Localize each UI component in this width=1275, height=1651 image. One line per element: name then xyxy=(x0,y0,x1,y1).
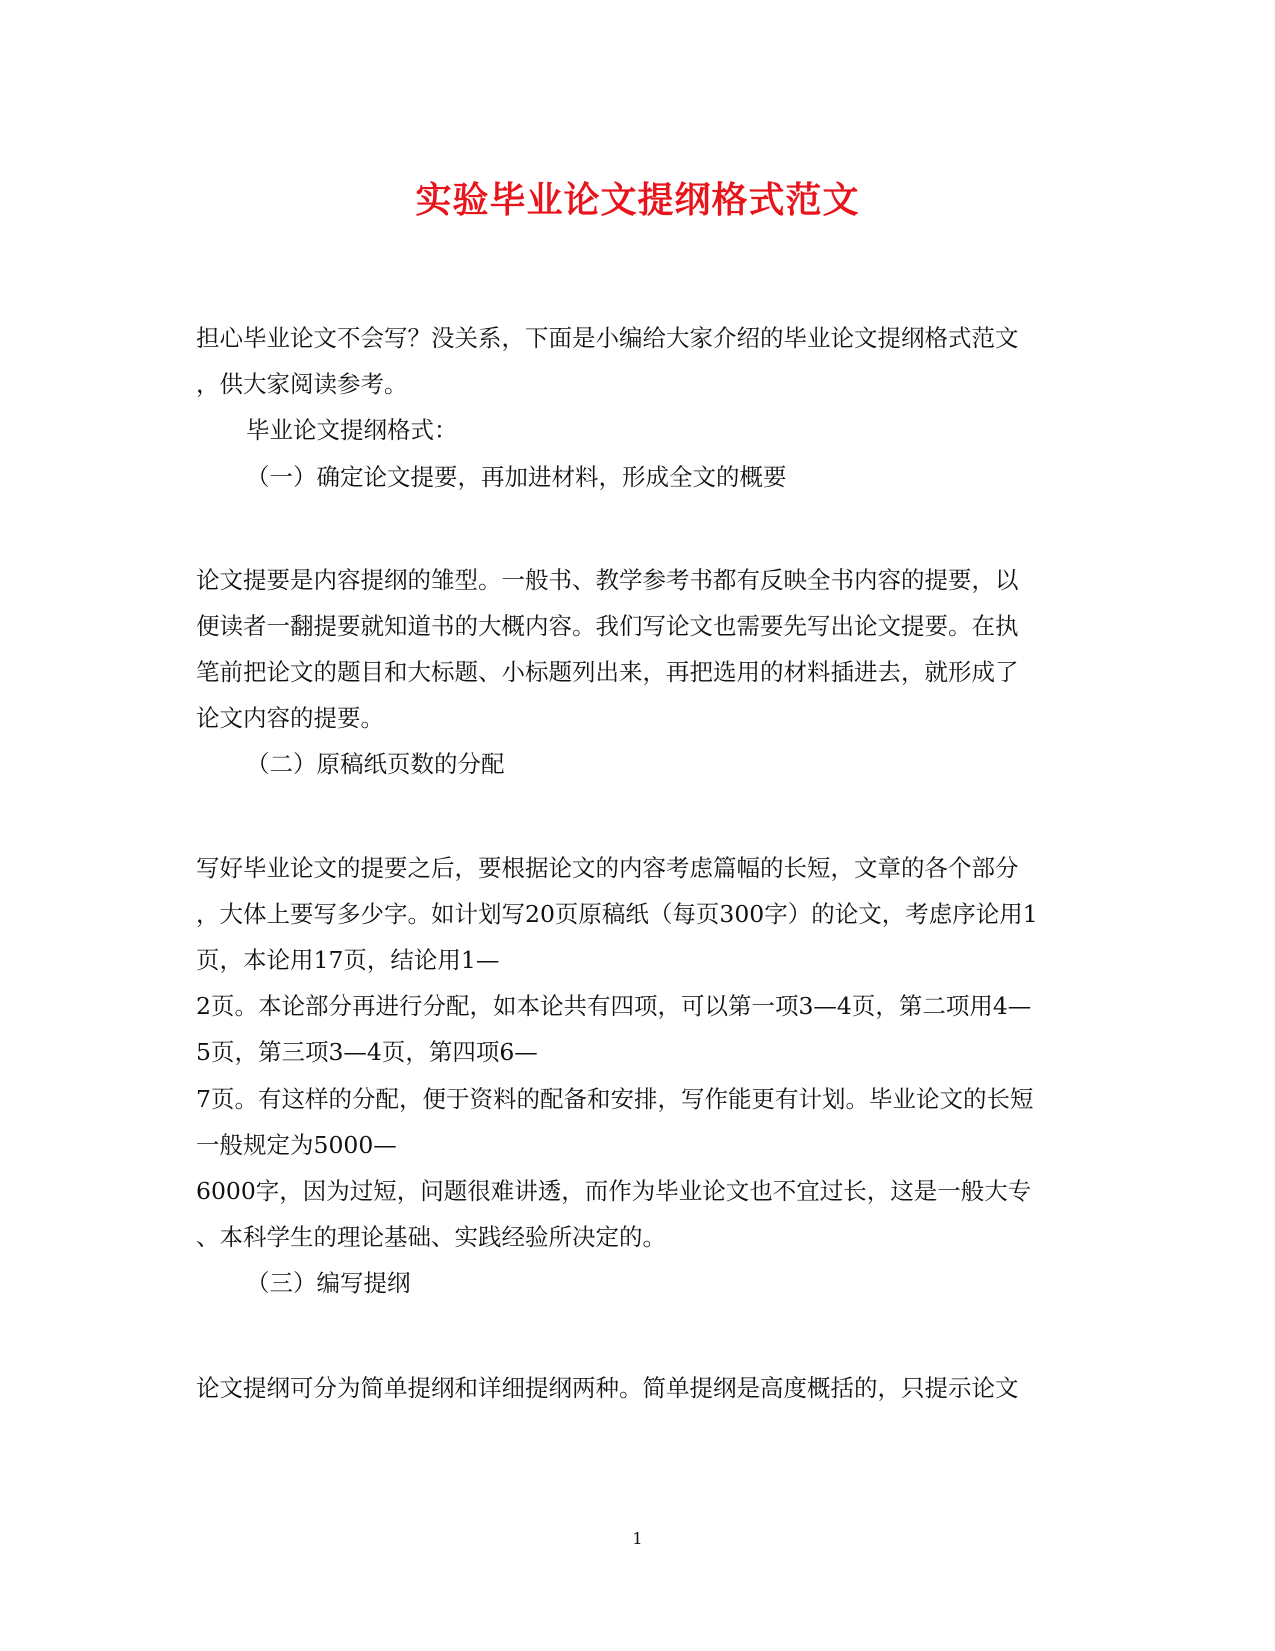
paragraph-line: 7页。有这样的分配，便于资料的配备和安排，写作能更有计划。毕业论文的长短 xyxy=(196,1085,1034,1113)
paragraph-line: 、本科学生的理论基础、实践经验所决定的。 xyxy=(196,1223,666,1251)
paragraph-line: 论文提纲可分为简单提纲和详细提纲两种。简单提纲是高度概括的，只提示论文 xyxy=(196,1374,1019,1402)
paragraph-line: 2页。本论部分再进行分配，如本论共有四项，可以第一项3—4页，第二项用4— xyxy=(196,992,1032,1020)
paragraph-line: 论文提要是内容提纲的雏型。一般书、教学参考书都有反映全书内容的提要，以 xyxy=(196,566,1019,594)
paragraph-line: ，大体上要写多少字。如计划写20页原稿纸（每页300字）的论文，考虑序论用1 xyxy=(196,900,1038,928)
page-number: 1 xyxy=(632,1529,643,1548)
document-title: 实验毕业论文提纲格式范文 xyxy=(415,179,860,221)
paragraph-line: 论文内容的提要。 xyxy=(196,704,384,732)
paragraph-line: 一般规定为5000— xyxy=(196,1131,397,1159)
paragraph-line: 笔前把论文的题目和大标题、小标题列出来，再把选用的材料插进去，就形成了 xyxy=(196,658,1019,686)
paragraph-line: 5页，第三项3—4页，第四项6— xyxy=(196,1038,538,1066)
paragraph-line: 便读者一翻提要就知道书的大概内容。我们写论文也需要先写出论文提要。在执 xyxy=(196,612,1019,640)
section-heading: （一）确定论文提要，再加进材料，形成全文的概要 xyxy=(246,463,787,491)
paragraph-line: 写好毕业论文的提要之后，要根据论文的内容考虑篇幅的长短，文章的各个部分 xyxy=(196,854,1019,882)
section-heading: （三）编写提纲 xyxy=(246,1269,411,1297)
paragraph-line: 6000字，因为过短，问题很难讲透，而作为毕业论文也不宜过长，这是一般大专 xyxy=(196,1177,1032,1205)
paragraph-line: 担心毕业论文不会写？没关系，下面是小编给大家介绍的毕业论文提纲格式范文 xyxy=(196,324,1019,352)
paragraph-line: ，供大家阅读参考。 xyxy=(196,370,408,398)
paragraph-line: 页，本论用17页，结论用1— xyxy=(196,946,500,974)
section-heading: 毕业论文提纲格式： xyxy=(246,416,458,444)
section-heading: （二）原稿纸页数的分配 xyxy=(246,750,505,778)
